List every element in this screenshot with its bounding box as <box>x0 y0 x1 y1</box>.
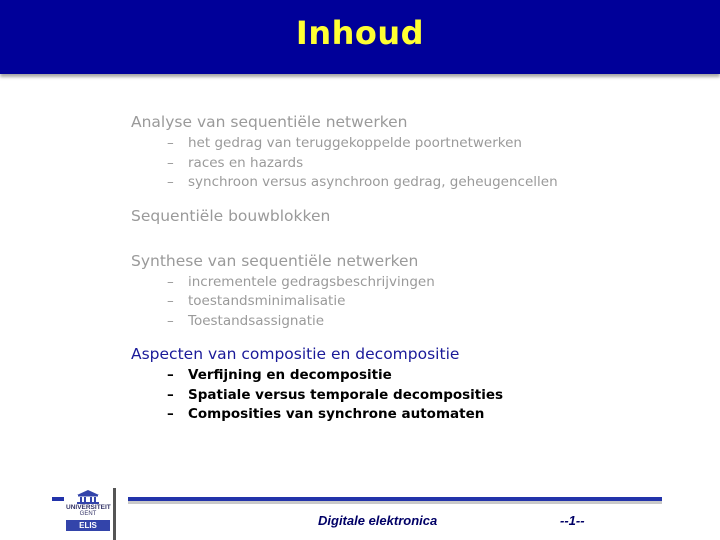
footer-rule-shadow <box>128 501 662 504</box>
dash-bullet: – <box>167 174 174 190</box>
sub-item: – het gedrag van teruggekoppelde poortnetwerken <box>131 134 691 154</box>
sub-item: – incrementele gedragsbeschrijvingen <box>131 273 691 293</box>
dash-bullet: – <box>167 406 174 422</box>
outline-section-analyse <box>131 110 691 193</box>
university-logo <box>66 490 110 540</box>
sub-item: – races en hazards <box>131 154 691 174</box>
dash-bullet: – <box>167 154 174 171</box>
slide-title: Inhoud <box>295 14 425 52</box>
section-heading: Synthese van sequentiële netwerken <box>131 251 419 270</box>
logo-university-text: UNIVERSITEIT <box>66 504 111 511</box>
dash-bullet: – <box>167 135 174 151</box>
section-heading: Analyse van sequentiële netwerken <box>131 113 408 131</box>
sub-list <box>131 366 691 425</box>
logo-gent-text: GENT <box>79 511 97 517</box>
university-building-icon <box>75 490 101 504</box>
sub-item: – Verfijning en decompositie <box>131 366 691 386</box>
dash-bullet: – <box>167 293 174 309</box>
outline <box>131 110 691 425</box>
footer-course-name: Digitale elektronica <box>318 513 438 528</box>
section-heading: Sequentiële bouwblokken <box>131 206 331 225</box>
sub-item: – toestandsminimalisatie <box>131 292 691 312</box>
outline-section-compositie <box>131 342 691 425</box>
sub-item: – Spatiale versus temporale decomposities <box>131 386 691 406</box>
dash-bullet: – <box>167 312 174 329</box>
outline-section-synthese <box>131 249 691 332</box>
sub-item: – synchroon versus asynchroon gedrag, geheugencellen <box>131 173 691 193</box>
footer-accent <box>52 497 64 501</box>
section-heading-active: Aspecten van compositie en decompositie <box>131 345 460 363</box>
title-bar <box>0 0 720 74</box>
sub-list <box>131 134 691 193</box>
sub-item: – Composities van synchrone automaten <box>131 405 691 425</box>
dash-bullet: – <box>167 367 174 383</box>
dash-bullet: – <box>167 386 174 403</box>
logo-elis-text: ELIS <box>66 520 110 531</box>
outline-section-bouwblokken <box>131 204 691 228</box>
dash-bullet: – <box>167 273 174 290</box>
page-number: --1-- <box>560 513 585 528</box>
footer-divider <box>113 488 116 540</box>
sub-item: – Toestandsassignatie <box>131 312 691 332</box>
sub-list <box>131 273 691 332</box>
